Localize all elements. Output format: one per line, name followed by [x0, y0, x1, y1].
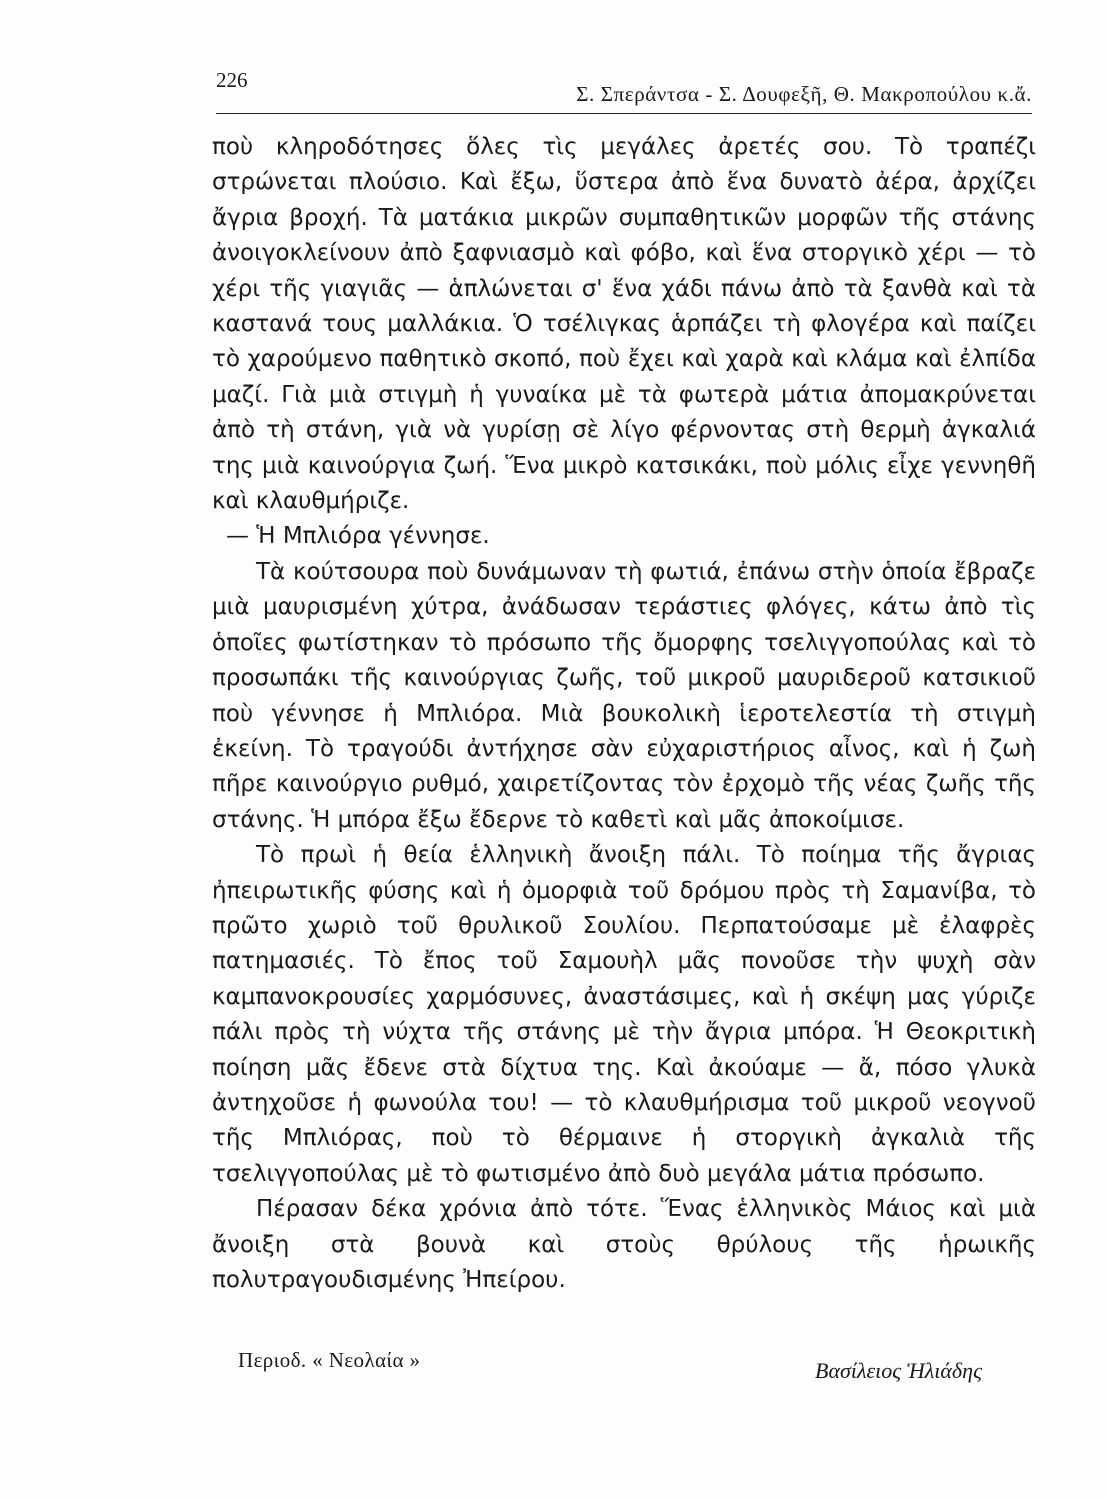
paragraph-1: ποὺ κληροδότησες ὅλες τὶς μεγάλες ἀρετές σου. Τὸ τραπέζι στρώνεται πλούσιο. Καὶ ἔξω, ὕστερα ἀπὸ ἕνα δυνατὸ ἀέρα, ἀρχίζει ἄγρια βροχή. Τὰ ματάκια μικρῶν συμπαθητικῶν μορφῶν τῆς στάνης ἀνοιγοκλείνουν ἀπὸ ξαφνιασμὸ καὶ φόβο, καὶ ἕνα στοργικὸ χέρι — τὸ χέρι τῆς γιαγιᾶς — ἁπλώνεται σ' ἕνα χάδι πάνω ἀπὸ τὰ ξανθὰ καὶ τὰ καστανά τους μαλλάκια. Ὁ τσέλιγκας ἁρπάζει τὴ φλογέρα καὶ παίζει τὸ χαρούμενο παθητικὸ σκοπό, ποὺ ἔχει καὶ χαρὰ καὶ κλάμα καὶ ἐλπίδα μαζί. Γιὰ μιὰ στιγμὴ ἡ γυναίκα μὲ τὰ φωτερὰ μάτια ἀπομακρύνεται ἀπὸ τὴ στάνη, γιὰ νὰ γυρίσῃ σὲ λίγο φέρνοντας στὴ θερμὴ ἀγκαλιά της μιὰ καινούργια ζωή. Ἕνα μικρὸ κατσικάκι, ποὺ μόλις εἶχε γεννηθῆ καὶ κλαυθμήριζε.: [212, 134, 1036, 515]
author-signature: Βασίλειος Ἡλιάδης: [815, 1358, 982, 1383]
header-rule: [216, 113, 1032, 114]
source-citation: Περιοδ. « Νεολαία »: [238, 1348, 421, 1372]
page-footer: [238, 1348, 1038, 1388]
paragraph-5: Πέρασαν δέκα χρόνια ἀπὸ τότε. Ἕνας ἑλληνικὸς Μάιος καὶ μιὰ ἄνοιξη στὰ βουνὰ καὶ στοὺς θρύλους τῆς ἡρωικῆς πολυτραγουδισμένης Ἠπείρου.: [212, 1196, 1036, 1293]
paragraph-dialogue: — Ἡ Μπλιόρα γέννησε.: [226, 523, 490, 550]
page-header: [216, 68, 1036, 108]
running-head: Σ. Σπεράντσα - Σ. Δουφεξῆ, Θ. Μακροπούλου κ.ἄ.: [576, 82, 1032, 106]
paragraph-4: Τὸ πρωὶ ἡ θεία ἑλληνικὴ ἄνοιξη πάλι. Τὸ ποίημα τῆς ἄγριας ἠπειρωτικῆς φύσης καὶ ἡ ὀμορφιὰ τοῦ δρόμου πρὸς τὴ Σαμανίβα, τὸ πρῶτο χωριὸ τοῦ θρυλικοῦ Σουλίου. Περπατούσαμε μὲ ἐλαφρὲς πατημασιές. Τὸ ἔπος τοῦ Σαμουὴλ μᾶς πονοῦσε τὴν ψυχὴ σὰν καμπανοκρουσίες χαρμόσυνες, ἀναστάσιμες, καὶ ἡ σκέψη μας γύριζε πάλι πρὸς τὴ νύχτα τῆς στάνης μὲ τὴν ἄγρια μπόρα. Ἡ Θεοκριτικὴ ποίηση μᾶς ἔδενε στὰ δίχτυα της. Καὶ ἀκούαμε — ἄ, πόσο γλυκὰ ἀντηχοῦσε ἡ φωνούλα του! — τὸ κλαυθμήρισμα τοῦ μικροῦ νεογνοῦ τῆς Μπλιόρας, ποὺ τὸ θέρμαινε ἡ στοργικὴ ἀγκαλιὰ τῆς τσελιγγοπούλας μὲ τὸ φωτισμένο ἀπὸ δυὸ μεγάλα μάτια πρόσωπο.: [212, 842, 1036, 1187]
body-text: [212, 130, 1036, 1298]
page-number: 226: [216, 68, 248, 92]
paragraph-3: Τὰ κούτσουρα ποὺ δυνάμωναν τὴ φωτιά, ἐπάνω στὴν ὁποία ἔβραζε μιὰ μαυρισμένη χύτρα, ἀνάδωσαν τεράστιες φλόγες, κάτω ἀπὸ τὶς ὁποῖες φωτίστηκαν τὸ πρόσωπο τῆς ὄμορφης τσελιγγοπούλας καὶ τὸ προσωπάκι τῆς καινούργιας ζωῆς, τοῦ μικροῦ μαυριδεροῦ κατσικιοῦ ποὺ γέννησε ἡ Μπλιόρα. Μιὰ βουκολικὴ ἱεροτελεστία τὴ στιγμὴ ἐκείνη. Τὸ τραγούδι ἀντήχησε σὰν εὐχαριστήριος αἶνος, καὶ ἡ ζωὴ πῆρε καινούργιο ρυθμό, χαιρετίζοντας τὸν ἐρχομὸ τῆς νέας ζωῆς τῆς στάνης. Ἡ μπόρα ἔξω ἔδερνε τὸ καθετὶ καὶ μᾶς ἀποκοίμισε.: [212, 558, 1036, 833]
